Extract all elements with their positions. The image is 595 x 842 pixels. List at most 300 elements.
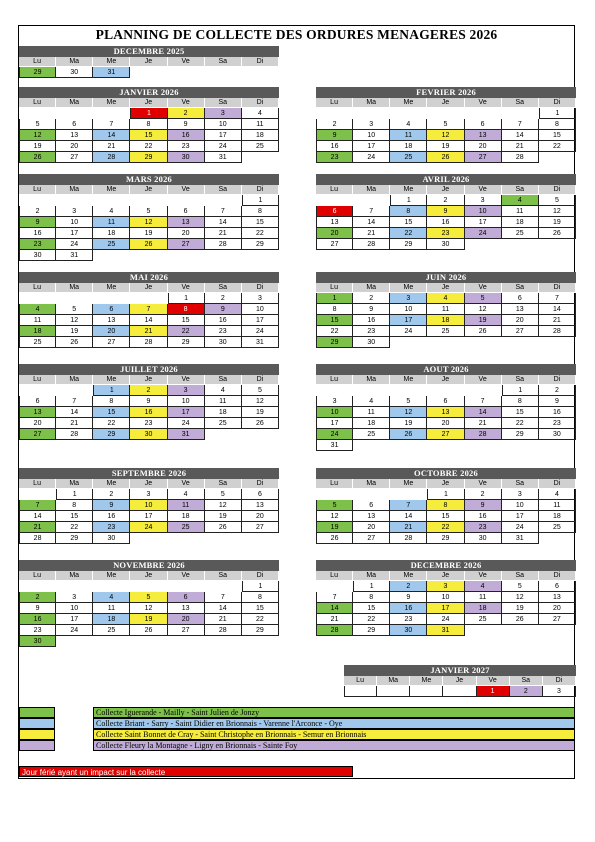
day-cell: 19 bbox=[539, 217, 576, 228]
week-row bbox=[316, 141, 576, 152]
month-calendar bbox=[316, 174, 576, 250]
empty-day-cell bbox=[93, 195, 130, 206]
day-cell: 16 bbox=[390, 603, 427, 614]
day-cell: 28 bbox=[19, 533, 56, 544]
day-cell: 19 bbox=[316, 522, 353, 533]
weekday-label: Sa bbox=[502, 479, 539, 489]
day-cell: 12 bbox=[502, 592, 539, 603]
day-cell: 21 bbox=[19, 522, 56, 533]
day-cell: 30 bbox=[427, 239, 464, 250]
day-cell: 20 bbox=[93, 326, 130, 337]
day-cell: 10 bbox=[242, 304, 279, 315]
day-cell: 4 bbox=[539, 489, 576, 500]
day-cell: 15 bbox=[539, 130, 576, 141]
day-cell: 16 bbox=[93, 511, 130, 522]
weekday-label: Lu bbox=[19, 185, 56, 195]
day-cell: 21 bbox=[390, 522, 427, 533]
day-cell: 5 bbox=[19, 119, 56, 130]
weekday-label: Lu bbox=[19, 283, 56, 293]
week-row bbox=[19, 603, 279, 614]
week-row bbox=[19, 429, 279, 440]
weekday-label: Lu bbox=[316, 98, 353, 108]
day-cell: 18 bbox=[242, 130, 279, 141]
empty-day-cell bbox=[19, 195, 56, 206]
day-cell: 19 bbox=[19, 141, 56, 152]
day-cell: 12 bbox=[316, 511, 353, 522]
weekday-label: Ve bbox=[168, 57, 205, 67]
day-cell: 19 bbox=[130, 228, 167, 239]
empty-day-cell bbox=[427, 385, 464, 396]
day-cell: 23 bbox=[130, 418, 167, 429]
empty-day-cell bbox=[316, 195, 353, 206]
weekday-label: Ma bbox=[353, 479, 390, 489]
day-cell: 12 bbox=[465, 304, 502, 315]
week-row bbox=[19, 636, 279, 647]
day-cell: 16 bbox=[168, 130, 205, 141]
day-cell: 27 bbox=[502, 326, 539, 337]
week-row bbox=[316, 315, 576, 326]
day-cell: 4 bbox=[19, 304, 56, 315]
day-cell: 23 bbox=[168, 141, 205, 152]
day-cell: 28 bbox=[205, 239, 242, 250]
weekday-label: Lu bbox=[19, 98, 56, 108]
week-row bbox=[19, 625, 279, 636]
empty-day-cell bbox=[19, 581, 56, 592]
day-cell: 14 bbox=[130, 315, 167, 326]
week-row bbox=[19, 592, 279, 603]
weekday-label: Ve bbox=[168, 571, 205, 581]
day-cell: 13 bbox=[168, 603, 205, 614]
day-cell: 10 bbox=[427, 592, 464, 603]
month-title: JUIN 2026 bbox=[316, 272, 576, 283]
day-cell: 4 bbox=[242, 108, 279, 119]
weekday-label: Je bbox=[427, 375, 464, 385]
week-row bbox=[19, 119, 279, 130]
week-row bbox=[19, 239, 279, 250]
month-calendar bbox=[316, 364, 576, 451]
day-cell: 29 bbox=[242, 625, 279, 636]
empty-day-cell bbox=[316, 489, 353, 500]
month-calendar bbox=[316, 468, 576, 544]
day-cell: 26 bbox=[205, 522, 242, 533]
day-cell: 5 bbox=[502, 581, 539, 592]
day-cell: 28 bbox=[465, 429, 502, 440]
day-cell: 1 bbox=[130, 108, 167, 119]
week-row bbox=[316, 217, 576, 228]
day-cell: 9 bbox=[130, 396, 167, 407]
day-cell: 1 bbox=[390, 195, 427, 206]
weekday-label: Je bbox=[427, 479, 464, 489]
day-cell: 5 bbox=[242, 385, 279, 396]
month-title: DECEMBRE 2025 bbox=[19, 46, 279, 57]
month-title: JANVIER 2026 bbox=[19, 87, 279, 98]
day-cell: 9 bbox=[390, 592, 427, 603]
day-cell: 18 bbox=[539, 511, 576, 522]
day-cell: 15 bbox=[502, 407, 539, 418]
weekday-label: Lu bbox=[316, 283, 353, 293]
day-cell: 25 bbox=[205, 418, 242, 429]
empty-day-cell bbox=[93, 293, 130, 304]
weekday-header-row bbox=[19, 57, 279, 67]
day-cell: 3 bbox=[390, 293, 427, 304]
day-cell: 10 bbox=[465, 206, 502, 217]
day-cell: 6 bbox=[502, 293, 539, 304]
week-row bbox=[19, 130, 279, 141]
day-cell: 25 bbox=[539, 522, 576, 533]
day-cell: 20 bbox=[19, 418, 56, 429]
day-cell: 5 bbox=[130, 206, 167, 217]
weekday-label: Ma bbox=[353, 98, 390, 108]
weekday-label: Me bbox=[93, 479, 130, 489]
day-cell: 19 bbox=[427, 141, 464, 152]
weekday-label: Di bbox=[242, 283, 279, 293]
empty-day-cell bbox=[502, 108, 539, 119]
day-cell: 2 bbox=[539, 385, 576, 396]
day-cell: 25 bbox=[19, 337, 56, 348]
day-cell: 29 bbox=[93, 429, 130, 440]
day-cell: 13 bbox=[465, 130, 502, 141]
day-cell: 13 bbox=[168, 217, 205, 228]
empty-day-cell bbox=[205, 581, 242, 592]
week-row bbox=[316, 407, 576, 418]
day-cell: 24 bbox=[168, 418, 205, 429]
weekday-label: Ma bbox=[353, 283, 390, 293]
day-cell: 7 bbox=[93, 119, 130, 130]
week-row bbox=[316, 195, 576, 206]
day-cell: 21 bbox=[353, 228, 390, 239]
empty-day-cell bbox=[353, 385, 390, 396]
day-cell: 27 bbox=[316, 239, 353, 250]
day-cell: 30 bbox=[168, 152, 205, 163]
weekday-label: Ma bbox=[56, 479, 93, 489]
day-cell: 14 bbox=[205, 217, 242, 228]
day-cell: 27 bbox=[56, 152, 93, 163]
day-cell: 27 bbox=[168, 239, 205, 250]
day-cell: 18 bbox=[427, 315, 464, 326]
day-cell: 20 bbox=[316, 228, 353, 239]
week-row bbox=[316, 293, 576, 304]
month-title: AVRIL 2026 bbox=[316, 174, 576, 185]
weekday-label: Di bbox=[242, 571, 279, 581]
day-cell: 9 bbox=[93, 500, 130, 511]
day-cell: 26 bbox=[242, 418, 279, 429]
day-cell: 17 bbox=[353, 141, 390, 152]
day-cell: 6 bbox=[316, 206, 353, 217]
day-cell: 29 bbox=[56, 533, 93, 544]
day-cell: 19 bbox=[390, 418, 427, 429]
day-cell: 5 bbox=[539, 195, 576, 206]
week-row bbox=[19, 228, 279, 239]
day-cell: 15 bbox=[427, 511, 464, 522]
week-row bbox=[316, 130, 576, 141]
week-row bbox=[316, 522, 576, 533]
empty-day-cell bbox=[465, 108, 502, 119]
week-row bbox=[316, 625, 576, 636]
day-cell: 21 bbox=[465, 418, 502, 429]
day-cell: 23 bbox=[390, 614, 427, 625]
legend-text: Collecte Fleury la Montagne - Ligny en Brionnais - Sainte Foy bbox=[93, 740, 575, 751]
day-cell: 23 bbox=[19, 239, 56, 250]
week-row bbox=[19, 141, 279, 152]
week-row bbox=[19, 67, 279, 78]
weekday-header-row bbox=[316, 375, 576, 385]
day-cell: 26 bbox=[19, 152, 56, 163]
week-row bbox=[316, 511, 576, 522]
day-cell: 16 bbox=[316, 141, 353, 152]
week-row bbox=[19, 500, 279, 511]
empty-day-cell bbox=[19, 108, 56, 119]
weekday-header-row bbox=[316, 479, 576, 489]
week-row bbox=[316, 119, 576, 130]
day-cell: 26 bbox=[130, 625, 167, 636]
day-cell: 16 bbox=[353, 315, 390, 326]
day-cell: 8 bbox=[427, 500, 464, 511]
week-row bbox=[19, 407, 279, 418]
day-cell: 7 bbox=[19, 500, 56, 511]
day-cell: 8 bbox=[242, 206, 279, 217]
day-cell: 25 bbox=[427, 326, 464, 337]
day-cell: 4 bbox=[93, 592, 130, 603]
day-cell: 17 bbox=[502, 511, 539, 522]
legend-row bbox=[19, 718, 575, 729]
week-row bbox=[19, 304, 279, 315]
weekday-label: Me bbox=[390, 571, 427, 581]
weekday-header-row bbox=[19, 283, 279, 293]
weekday-label: Ma bbox=[353, 375, 390, 385]
weekday-label: Ma bbox=[56, 185, 93, 195]
empty-day-cell bbox=[19, 385, 56, 396]
weekday-label: Di bbox=[242, 375, 279, 385]
day-cell: 4 bbox=[205, 385, 242, 396]
day-cell: 10 bbox=[56, 603, 93, 614]
day-cell: 30 bbox=[205, 337, 242, 348]
day-cell: 4 bbox=[353, 396, 390, 407]
month-calendar bbox=[19, 46, 279, 78]
day-cell: 30 bbox=[353, 337, 390, 348]
weekday-label: Lu bbox=[316, 375, 353, 385]
day-cell: 25 bbox=[502, 228, 539, 239]
day-cell: 2 bbox=[465, 489, 502, 500]
weekday-label: Me bbox=[390, 98, 427, 108]
day-cell: 14 bbox=[93, 130, 130, 141]
week-row bbox=[316, 228, 576, 239]
day-cell: 20 bbox=[427, 418, 464, 429]
month-calendar bbox=[316, 560, 576, 636]
empty-day-cell bbox=[390, 385, 427, 396]
day-cell: 4 bbox=[465, 581, 502, 592]
week-row bbox=[19, 385, 279, 396]
day-cell: 27 bbox=[539, 614, 576, 625]
day-cell: 1 bbox=[168, 293, 205, 304]
day-cell: 16 bbox=[130, 407, 167, 418]
month-title: DECEMBRE 2026 bbox=[316, 560, 576, 571]
weekday-label: Je bbox=[427, 283, 464, 293]
day-cell: 15 bbox=[316, 315, 353, 326]
day-cell: 5 bbox=[316, 500, 353, 511]
legend-row bbox=[19, 740, 575, 751]
empty-day-cell bbox=[168, 581, 205, 592]
day-cell: 6 bbox=[539, 581, 576, 592]
day-cell: 22 bbox=[130, 141, 167, 152]
day-cell: 31 bbox=[427, 625, 464, 636]
weekday-label: Sa bbox=[205, 57, 242, 67]
day-cell: 22 bbox=[93, 418, 130, 429]
day-cell: 20 bbox=[56, 141, 93, 152]
week-row bbox=[19, 614, 279, 625]
weekday-label: Sa bbox=[205, 375, 242, 385]
day-cell: 11 bbox=[539, 500, 576, 511]
day-cell: 6 bbox=[242, 489, 279, 500]
day-cell: 2 bbox=[130, 385, 167, 396]
day-cell: 16 bbox=[19, 228, 56, 239]
day-cell: 27 bbox=[242, 522, 279, 533]
month-calendar bbox=[19, 174, 279, 261]
day-cell: 22 bbox=[168, 326, 205, 337]
day-cell: 21 bbox=[56, 418, 93, 429]
week-row bbox=[316, 108, 576, 119]
day-cell: 28 bbox=[390, 533, 427, 544]
day-cell: 21 bbox=[205, 228, 242, 239]
empty-day-cell bbox=[427, 108, 464, 119]
day-cell: 3 bbox=[543, 686, 576, 697]
day-cell: 23 bbox=[205, 326, 242, 337]
day-cell: 11 bbox=[353, 407, 390, 418]
day-cell: 13 bbox=[427, 407, 464, 418]
day-cell: 7 bbox=[353, 206, 390, 217]
day-cell: 3 bbox=[316, 396, 353, 407]
day-cell: 31 bbox=[168, 429, 205, 440]
day-cell bbox=[410, 686, 443, 697]
empty-day-cell bbox=[56, 195, 93, 206]
day-cell: 7 bbox=[502, 119, 539, 130]
day-cell: 16 bbox=[19, 614, 56, 625]
day-cell: 22 bbox=[316, 326, 353, 337]
day-cell: 22 bbox=[56, 522, 93, 533]
weekday-header-row bbox=[316, 571, 576, 581]
day-cell: 17 bbox=[390, 315, 427, 326]
day-cell: 27 bbox=[93, 337, 130, 348]
day-cell: 2 bbox=[316, 119, 353, 130]
day-cell: 19 bbox=[56, 326, 93, 337]
day-cell: 20 bbox=[539, 603, 576, 614]
day-cell: 1 bbox=[477, 686, 510, 697]
day-cell: 6 bbox=[427, 396, 464, 407]
empty-day-cell bbox=[465, 385, 502, 396]
empty-day-cell bbox=[353, 108, 390, 119]
day-cell: 7 bbox=[205, 592, 242, 603]
month-title: FEVRIER 2026 bbox=[316, 87, 576, 98]
day-cell: 12 bbox=[427, 130, 464, 141]
weekday-label: Me bbox=[390, 283, 427, 293]
month-title: NOVEMBRE 2026 bbox=[19, 560, 279, 571]
weekday-label: Ve bbox=[168, 375, 205, 385]
empty-day-cell bbox=[353, 489, 390, 500]
week-row bbox=[19, 108, 279, 119]
day-cell: 29 bbox=[130, 152, 167, 163]
day-cell: 11 bbox=[93, 603, 130, 614]
day-cell: 24 bbox=[502, 522, 539, 533]
day-cell: 21 bbox=[502, 141, 539, 152]
day-cell: 14 bbox=[205, 603, 242, 614]
day-cell: 5 bbox=[465, 293, 502, 304]
day-cell: 17 bbox=[130, 511, 167, 522]
day-cell: 8 bbox=[242, 592, 279, 603]
day-cell: 4 bbox=[168, 489, 205, 500]
day-cell: 7 bbox=[316, 592, 353, 603]
week-row bbox=[19, 250, 279, 261]
day-cell: 8 bbox=[56, 500, 93, 511]
day-cell: 8 bbox=[390, 206, 427, 217]
day-cell: 15 bbox=[93, 407, 130, 418]
day-cell: 4 bbox=[93, 206, 130, 217]
day-cell: 22 bbox=[539, 141, 576, 152]
day-cell: 22 bbox=[427, 522, 464, 533]
day-cell: 17 bbox=[56, 614, 93, 625]
day-cell: 15 bbox=[390, 217, 427, 228]
day-cell: 11 bbox=[390, 130, 427, 141]
day-cell: 7 bbox=[390, 500, 427, 511]
day-cell: 16 bbox=[539, 407, 576, 418]
day-cell: 9 bbox=[353, 304, 390, 315]
day-cell: 30 bbox=[56, 67, 93, 78]
day-cell: 29 bbox=[168, 337, 205, 348]
empty-day-cell bbox=[93, 108, 130, 119]
day-cell: 21 bbox=[205, 614, 242, 625]
day-cell: 2 bbox=[93, 489, 130, 500]
day-cell bbox=[443, 686, 476, 697]
weekday-label: Di bbox=[539, 479, 576, 489]
empty-day-cell bbox=[390, 108, 427, 119]
weekday-label: Ve bbox=[168, 98, 205, 108]
day-cell: 24 bbox=[353, 152, 390, 163]
weekday-label: Me bbox=[410, 676, 443, 686]
weekday-label: Ma bbox=[56, 98, 93, 108]
day-cell: 16 bbox=[205, 315, 242, 326]
day-cell: 5 bbox=[56, 304, 93, 315]
day-cell: 27 bbox=[19, 429, 56, 440]
day-cell: 18 bbox=[390, 141, 427, 152]
day-cell: 12 bbox=[242, 396, 279, 407]
week-row bbox=[19, 489, 279, 500]
day-cell: 28 bbox=[205, 625, 242, 636]
day-cell: 20 bbox=[242, 511, 279, 522]
day-cell: 30 bbox=[539, 429, 576, 440]
day-cell: 12 bbox=[130, 217, 167, 228]
day-cell: 2 bbox=[205, 293, 242, 304]
day-cell: 18 bbox=[465, 603, 502, 614]
weekday-label: Ve bbox=[477, 676, 510, 686]
day-cell: 23 bbox=[93, 522, 130, 533]
week-row bbox=[316, 304, 576, 315]
day-cell: 5 bbox=[390, 396, 427, 407]
week-row bbox=[316, 533, 576, 544]
day-cell: 22 bbox=[390, 228, 427, 239]
weekday-label: Lu bbox=[19, 571, 56, 581]
day-cell: 6 bbox=[19, 396, 56, 407]
week-row bbox=[19, 195, 279, 206]
empty-day-cell bbox=[56, 385, 93, 396]
day-cell: 25 bbox=[353, 429, 390, 440]
day-cell: 11 bbox=[242, 119, 279, 130]
month-title: SEPTEMBRE 2026 bbox=[19, 468, 279, 479]
holiday-legend: Jour férié ayant un impact sur la collecte bbox=[19, 766, 353, 777]
legend bbox=[19, 707, 575, 751]
weekday-label: Sa bbox=[205, 571, 242, 581]
day-cell: 17 bbox=[205, 130, 242, 141]
day-cell: 11 bbox=[427, 304, 464, 315]
day-cell: 18 bbox=[168, 511, 205, 522]
day-cell: 5 bbox=[205, 489, 242, 500]
